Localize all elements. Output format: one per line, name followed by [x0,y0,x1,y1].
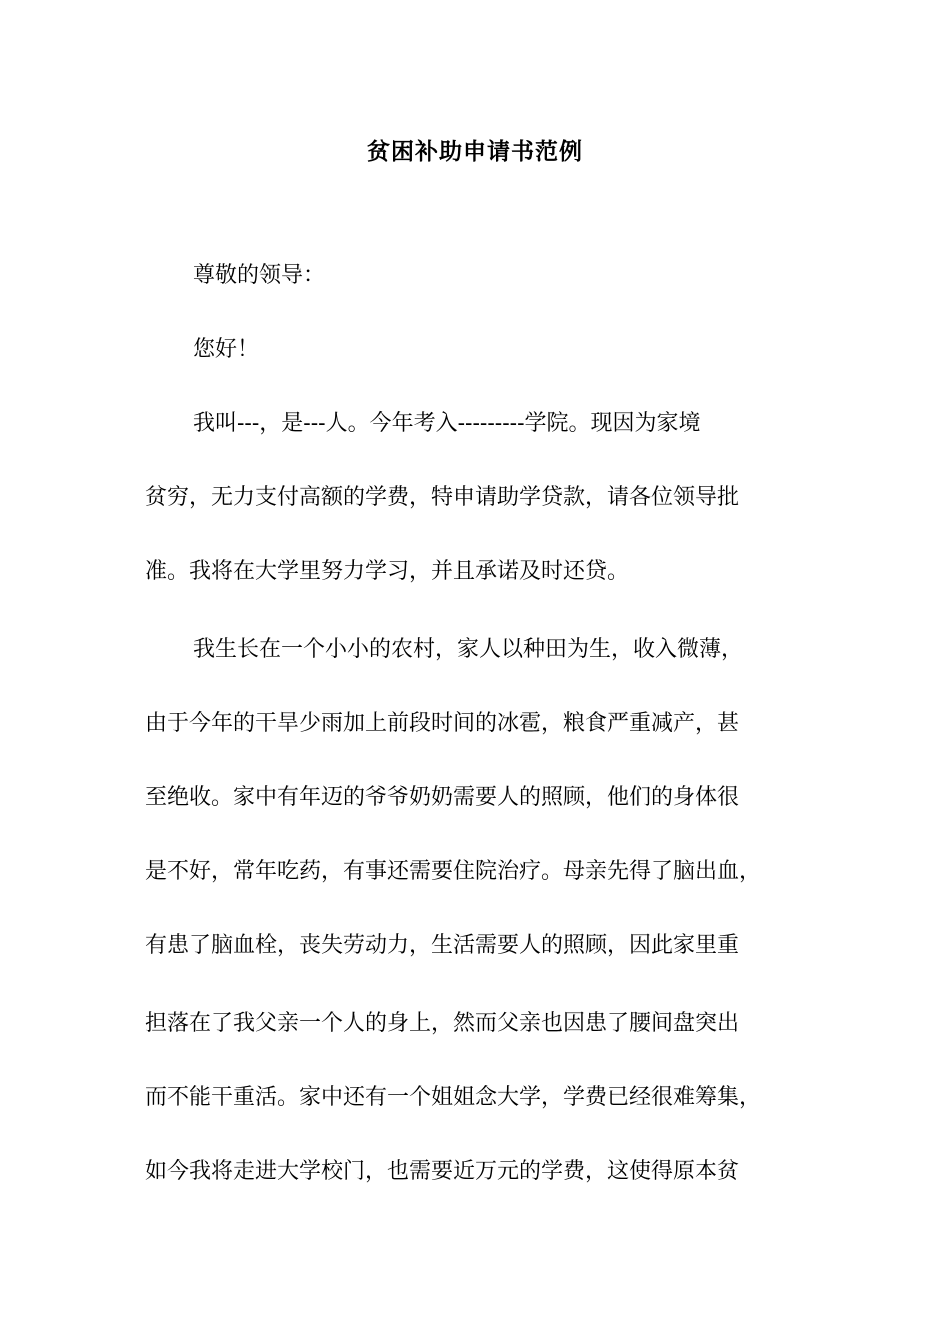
body-line: 如今我将走进大学校门，也需要近万元的学费，这使得原本贫 [145,1159,740,1184]
salutation-line: 尊敬的领导： [193,263,326,288]
body-line: 准。我将在大学里努力学习，并且承诺及时还贷。 [145,559,630,584]
body-line: 贫穷，无力支付高额的学费，特申请助学贷款，请各位领导批 [145,485,740,510]
body-line: 我生长在一个小小的农村，家人以种田为生，收入微薄， [193,637,744,662]
body-line: 至绝收。家中有年迈的爷爷奶奶需要人的照顾，他们的身体很 [145,785,740,810]
body-line: 由于今年的干旱少雨加上前段时间的冰雹，粮食严重减产，甚 [145,711,740,736]
document-title: 贫困补助申请书范例 [367,138,583,165]
greeting-line: 您好！ [193,337,260,362]
body-line: 是不好，常年吃药，有事还需要住院治疗。母亲先得了脑出血， [145,859,762,884]
body-line: 有患了脑血栓，丧失劳动力，生活需要人的照顾，因此家里重 [145,933,740,958]
body-line: 担落在了我父亲一个人的身上，然而父亲也因患了腰间盘突出 [145,1011,740,1036]
body-line: 我叫---，是---人。今年考入---------学院。现因为家境 [193,411,701,436]
body-line: 而不能干重活。家中还有一个姐姐念大学，学费已经很难筹集， [145,1085,762,1110]
